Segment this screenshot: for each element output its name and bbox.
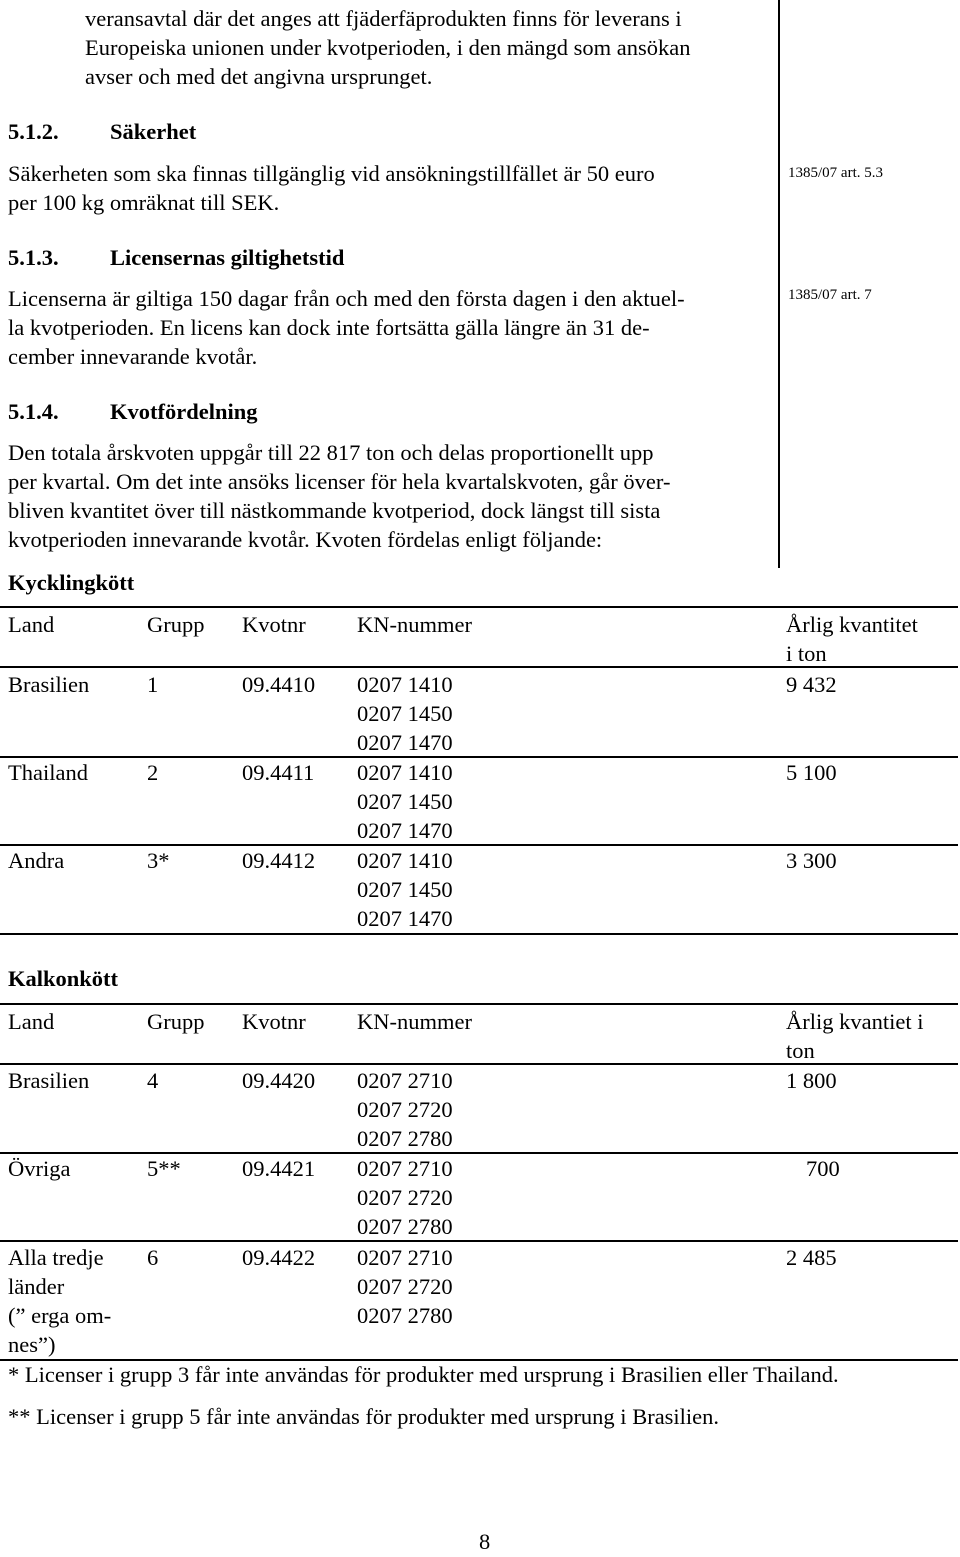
table1-header-grupp: Grupp (147, 612, 205, 637)
table1-title: Kycklingkött (8, 570, 135, 595)
table2-row1-kn-1: 0207 2710 (357, 1068, 453, 1093)
intro-line-2: Europeiska unionen under kvotperioden, i den mängd som ansökan (85, 35, 691, 60)
table1-row1-kn-1: 0207 1410 (357, 672, 453, 697)
table1-row1-kvotnr: 09.4410 (242, 672, 316, 697)
table1-header-rule (0, 666, 958, 668)
table1-row2-kn-1: 0207 1410 (357, 760, 453, 785)
table1-row1-grupp: 1 (147, 672, 159, 697)
table2-row1-land: Brasilien (8, 1068, 90, 1093)
table1-header-land: Land (8, 612, 55, 637)
margin-rule (778, 0, 780, 568)
section-512-reference: 1385/07 art. 5.3 (788, 165, 883, 181)
table1-row3-quantity: 3 300 (786, 848, 837, 873)
table2-row3-grupp: 6 (147, 1245, 159, 1270)
table2-row3-land-4: nes”) (8, 1332, 56, 1357)
table1-row3-kn-3: 0207 1470 (357, 906, 453, 931)
section-513-line-3: cember innevarande kvotår. (8, 344, 258, 369)
table2-row1-kn-3: 0207 2780 (357, 1126, 453, 1151)
footnote-group5: ** Licenser i grupp 5 får inte användas för produkter med ursprung i Brasilien. (8, 1404, 720, 1429)
intro-line-3: avser och med det angivna ursprunget. (85, 64, 433, 89)
section-512-line-2: per 100 kg omräknat till SEK. (8, 190, 280, 215)
table1-header-kvotnr: Kvotnr (242, 612, 306, 637)
section-512-line-1: Säkerheten som ska finnas tillgänglig vid ansökningstillfället är 50 euro (8, 161, 655, 186)
table1-header-quantity: Årlig kvantitet (786, 612, 918, 637)
table1-row3-kn-1: 0207 1410 (357, 848, 453, 873)
table1-row1-kn-2: 0207 1450 (357, 701, 453, 726)
table2-row2-kn-2: 0207 2720 (357, 1185, 453, 1210)
table1-row2-quantity: 5 100 (786, 760, 837, 785)
table2-row3-kn-1: 0207 2710 (357, 1245, 453, 1270)
section-513-line-2: la kvotperioden. En licens kan dock inte fortsätta gälla längre än 31 de- (8, 315, 650, 340)
table1-row2-kn-2: 0207 1450 (357, 789, 453, 814)
section-514-number: 5.1.4. (8, 399, 59, 424)
table1-header-kn: KN-nummer (357, 612, 472, 637)
table1-row2-grupp: 2 (147, 760, 159, 785)
table2-row2-kn-3: 0207 2780 (357, 1214, 453, 1239)
table2-title: Kalkonkött (8, 966, 119, 991)
table1-row3-land: Andra (8, 848, 65, 873)
table2-header-quantity: Årlig kvantiet i (786, 1009, 924, 1034)
footnote-group3: * Licenser i grupp 3 får inte användas för produkter med ursprung i Brasilien eller Thailand. (8, 1362, 839, 1387)
section-514-title: Kvotfördelning (110, 399, 258, 424)
section-514-line-4: kvotperioden innevarande kvotår. Kvoten fördelas enligt följande: (8, 527, 603, 552)
section-514-line-2: per kvartal. Om det inte ansöks licenser för hela kvartalskvoten, går över- (8, 469, 671, 494)
table1-row3-kn-2: 0207 1450 (357, 877, 453, 902)
table2-row2-quantity: 700 (806, 1156, 840, 1181)
table2-row3-land-3: (” erga om- (8, 1303, 112, 1328)
table2-row1-grupp: 4 (147, 1068, 159, 1093)
table2-header-rule (0, 1063, 958, 1065)
table1-bottom-rule (0, 933, 958, 935)
table2-row2-land: Övriga (8, 1156, 71, 1181)
table2-row1-kvotnr: 09.4420 (242, 1068, 316, 1093)
table1-header-quantity-unit: i ton (786, 641, 827, 666)
section-513-line-1: Licenserna är giltiga 150 dagar från och med den första dagen i den aktuel- (8, 286, 685, 311)
table2-header-grupp: Grupp (147, 1009, 205, 1034)
section-512-title: Säkerhet (110, 119, 197, 144)
table2-row3-kvotnr: 09.4422 (242, 1245, 316, 1270)
table2-header-kvotnr: Kvotnr (242, 1009, 306, 1034)
table2-header-land: Land (8, 1009, 55, 1034)
table1-row1-land: Brasilien (8, 672, 90, 697)
table2-row2-grupp: 5** (147, 1156, 181, 1181)
table2-row2-kn-1: 0207 2710 (357, 1156, 453, 1181)
table2-header-kn: KN-nummer (357, 1009, 472, 1034)
table2-row1-quantity: 1 800 (786, 1068, 837, 1093)
section-513-number: 5.1.3. (8, 245, 59, 270)
table2-row3-quantity: 2 485 (786, 1245, 837, 1270)
table2-row1-kn-2: 0207 2720 (357, 1097, 453, 1122)
table2-row3-land-1: Alla tredje (8, 1245, 104, 1270)
table1-row2-kvotnr: 09.4411 (242, 760, 315, 785)
section-514-line-1: Den totala årskvoten uppgår till 22 817 ton och delas proportionellt upp (8, 440, 654, 465)
table2-row3-kn-2: 0207 2720 (357, 1274, 453, 1299)
table2-row2-kvotnr: 09.4421 (242, 1156, 316, 1181)
table1-row2-land: Thailand (8, 760, 88, 785)
table2-row2-rule (0, 1240, 958, 1242)
section-513-reference: 1385/07 art. 7 (788, 287, 872, 303)
table1-row1-quantity: 9 432 (786, 672, 837, 697)
section-513-title: Licensernas giltighetstid (110, 245, 345, 270)
table1-row2-kn-3: 0207 1470 (357, 818, 453, 843)
page-number: 8 (479, 1529, 491, 1554)
table2-row3-land-2: länder (8, 1274, 65, 1299)
section-514-line-3: bliven kvantitet över till nästkommande kvotperiod, dock längst till sista (8, 498, 661, 523)
table1-row3-kvotnr: 09.4412 (242, 848, 316, 873)
table2-header-quantity-unit: ton (786, 1038, 815, 1063)
table1-row1-kn-3: 0207 1470 (357, 730, 453, 755)
intro-line-1: veransavtal där det anges att fjäderfäprodukten finns för leverans i (85, 6, 682, 31)
table2-row3-kn-3: 0207 2780 (357, 1303, 453, 1328)
table1-top-rule (0, 606, 958, 608)
table2-top-rule (0, 1003, 958, 1005)
table1-row3-grupp: 3* (147, 848, 170, 873)
section-512-number: 5.1.2. (8, 119, 59, 144)
